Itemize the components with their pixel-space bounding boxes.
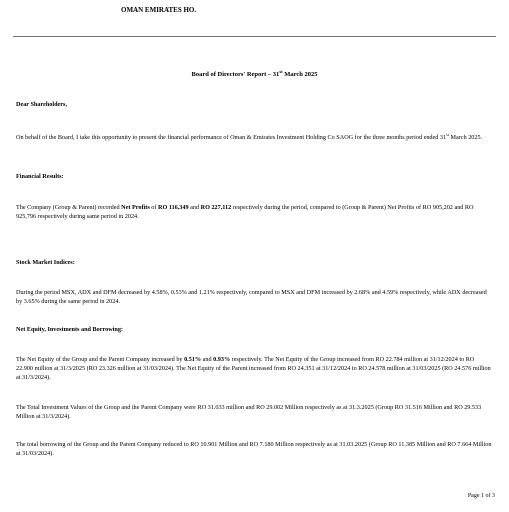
page-number: Page 1 of 3: [467, 493, 495, 499]
net-equity-paragraph: The Net Equity of the Group and the Parent Company increased by 0.51% and 0.93% respectively. The Net Equity of the Group increased from RO 22.784 million at 31/12/2024 to RO 22.900 million at 31/3/2025 (RO 23.326 million at 31/03/2024). The Net Equity of the Parent increased from RO 24.351 at 31/12/2024 to RO 24.578 million at 31/03/2025 (RO 24.576 million at 31/3/2024).: [16, 356, 491, 381]
company-header: OMAN EMIRATES HO.: [121, 6, 197, 14]
financial-results-paragraph: The Company (Group & Parent) recorded Net Profits of RO 116,349 and RO 227,112 respectively during the period, compared to (Group & Parent) Net Profits of RO 905,202 and RO 925,796 respectively during same period in 2024.: [16, 204, 474, 220]
stock-market-heading: Stock Market Indices:: [16, 259, 75, 266]
intro-paragraph: On behalf of the Board, I take this opportunity to present the financial performance of Oman & Emirates Investment Holding Co SAOG for the three months period ended 31st March 2025.: [16, 131, 483, 141]
greeting: Dear Shareholders,: [16, 101, 67, 108]
header-divider: [13, 36, 496, 37]
financial-results-heading: Financial Results:: [16, 173, 64, 180]
equity-heading: Net Equity, Investments and Borrowing:: [16, 326, 123, 333]
stock-market-paragraph: During the period MSX, ADX and DFM decreased by 4.58%, 0.53% and 1.21% respectively, compared to MSX and DFM increased by 2.68% and 4.59% respectively, while ADX decreased by 3.65% during the same period in 2024.: [16, 289, 487, 305]
report-title: Board of Directors' Report – 31st March 2025: [191, 68, 318, 78]
investment-paragraph: The Total Investment Values of the Group and the Parent Company were RO 31.033 million and RO 29.002 Million respectively as at 31.3.2025 (Group RO 31.516 Million and RO 29.533 Million at 31/3/2024).: [16, 404, 482, 420]
borrowing-paragraph: The total borrowing of the Group and the Parent Company reduced to RO 10.901 Million and RO 7.180 Million respectively as at 31.03.2025 (Group RO 11.385 Million and RO 7.664 Million at 31/03/2024).: [16, 441, 492, 457]
